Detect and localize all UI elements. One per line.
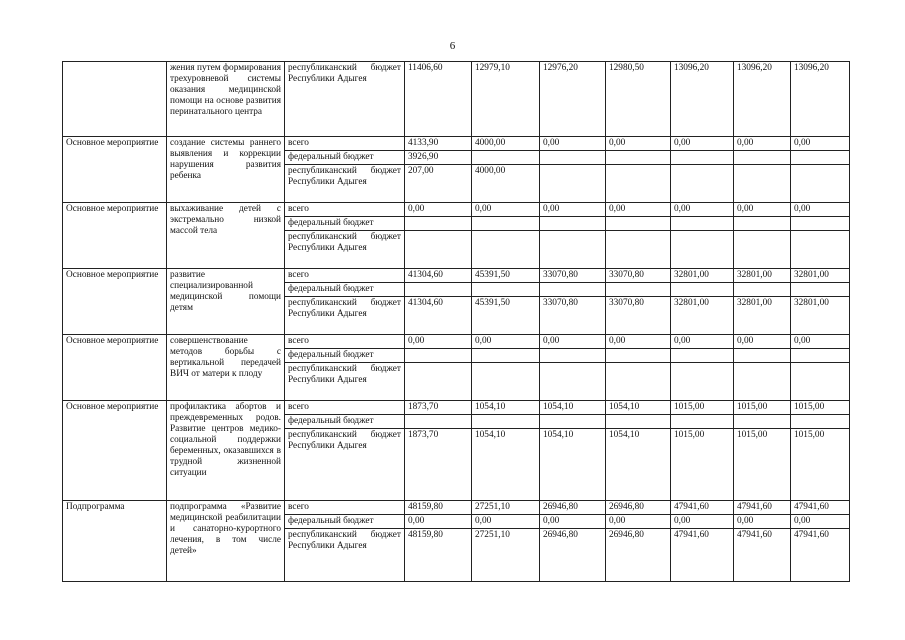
amount-cell: 4000,00: [472, 137, 540, 151]
table-row: [63, 62, 850, 137]
amount-cell: 32801,00: [734, 297, 791, 335]
amount-cell: 0,00: [606, 335, 671, 349]
amount-cell: 45391,50: [472, 269, 540, 283]
amount-cell: 0,00: [472, 203, 540, 217]
amount-cell: 0,00: [405, 515, 472, 529]
amount-cell: [671, 415, 734, 429]
amount-cell: [606, 363, 671, 401]
amount-cell: [472, 231, 540, 269]
amount-cell: 48159,80: [405, 529, 472, 582]
amount-cell: [734, 415, 791, 429]
amount-cell: [734, 231, 791, 269]
amount-cell: [606, 217, 671, 231]
amount-cell: [791, 283, 850, 297]
amount-cell: 45391,50: [472, 297, 540, 335]
amount-cell: 47941,60: [791, 529, 850, 582]
amount-cell: 26946,80: [540, 529, 606, 582]
amount-cell: 47941,60: [734, 501, 791, 515]
amount-cell: 33070,80: [606, 297, 671, 335]
amount-cell: 0,00: [791, 137, 850, 151]
amount-cell: 12976,20: [540, 62, 606, 137]
amount-cell: 1015,00: [671, 401, 734, 415]
activity-description-cell: совершенствование методов борьбы с вертикальной передачей ВИЧ от матери к плоду: [167, 335, 285, 401]
amount-cell: 47941,60: [671, 529, 734, 582]
table-row: [63, 335, 850, 349]
amount-cell: 0,00: [671, 335, 734, 349]
funding-source-cell: всего: [285, 137, 405, 151]
amount-cell: 1873,70: [405, 401, 472, 415]
funding-source-cell: республиканский бюджет Республики Адыгея: [285, 297, 405, 335]
amount-cell: 0,00: [734, 137, 791, 151]
amount-cell: [671, 283, 734, 297]
amount-cell: 1015,00: [791, 429, 850, 501]
amount-cell: [472, 363, 540, 401]
amount-cell: 0,00: [405, 335, 472, 349]
funding-source-cell: республиканский бюджет Республики Адыгея: [285, 429, 405, 501]
amount-cell: 33070,80: [540, 269, 606, 283]
amount-cell: [671, 231, 734, 269]
amount-cell: 0,00: [791, 515, 850, 529]
amount-cell: 26946,80: [606, 529, 671, 582]
activity-type-cell: Подпрограмма: [63, 501, 167, 582]
funding-source-cell: всего: [285, 269, 405, 283]
amount-cell: [671, 217, 734, 231]
amount-cell: [734, 283, 791, 297]
amount-cell: 1054,10: [472, 429, 540, 501]
amount-cell: [606, 283, 671, 297]
table-row: [63, 269, 850, 283]
amount-cell: 0,00: [540, 203, 606, 217]
amount-cell: [791, 363, 850, 401]
funding-source-cell: всего: [285, 335, 405, 349]
funding-source-cell: республиканский бюджет Республики Адыгея: [285, 529, 405, 582]
funding-source-cell: федеральный бюджет: [285, 515, 405, 529]
funding-source-cell: федеральный бюджет: [285, 415, 405, 429]
budget-table: [62, 61, 850, 582]
amount-cell: 41304,60: [405, 269, 472, 283]
amount-cell: [540, 415, 606, 429]
amount-cell: 207,00: [405, 165, 472, 203]
amount-cell: 41304,60: [405, 297, 472, 335]
activity-type-cell: [63, 62, 167, 137]
amount-cell: [540, 283, 606, 297]
amount-cell: [472, 415, 540, 429]
amount-cell: 1054,10: [606, 401, 671, 415]
amount-cell: 0,00: [734, 515, 791, 529]
amount-cell: 1015,00: [734, 401, 791, 415]
amount-cell: [606, 165, 671, 203]
amount-cell: 0,00: [606, 137, 671, 151]
amount-cell: [734, 217, 791, 231]
amount-cell: [405, 415, 472, 429]
amount-cell: [791, 349, 850, 363]
amount-cell: [791, 217, 850, 231]
amount-cell: 32801,00: [734, 269, 791, 283]
amount-cell: 0,00: [671, 137, 734, 151]
amount-cell: 0,00: [540, 335, 606, 349]
activity-type-cell: Основное мероприятие: [63, 203, 167, 269]
amount-cell: 0,00: [540, 515, 606, 529]
amount-cell: 32801,00: [671, 297, 734, 335]
table-row: [63, 401, 850, 415]
amount-cell: [734, 349, 791, 363]
funding-source-cell: всего: [285, 401, 405, 415]
amount-cell: 0,00: [734, 335, 791, 349]
amount-cell: [734, 165, 791, 203]
amount-cell: 4000,00: [472, 165, 540, 203]
amount-cell: 32801,00: [671, 269, 734, 283]
funding-source-cell: республиканский бюджет Республики Адыгея: [285, 231, 405, 269]
funding-source-cell: республиканский бюджет Республики Адыгея: [285, 165, 405, 203]
amount-cell: 12980,50: [606, 62, 671, 137]
amount-cell: [472, 283, 540, 297]
activity-description-cell: развитие специализированной медицинской помощи детям: [167, 269, 285, 335]
amount-cell: 1054,10: [540, 401, 606, 415]
page-number: 6: [449, 40, 456, 52]
amount-cell: [540, 231, 606, 269]
funding-source-cell: всего: [285, 501, 405, 515]
amount-cell: 1054,10: [472, 401, 540, 415]
amount-cell: 27251,10: [472, 501, 540, 515]
amount-cell: 4133,90: [405, 137, 472, 151]
amount-cell: [606, 415, 671, 429]
amount-cell: [671, 363, 734, 401]
amount-cell: 0,00: [540, 137, 606, 151]
amount-cell: 32801,00: [791, 269, 850, 283]
amount-cell: 13096,20: [734, 62, 791, 137]
funding-source-cell: республиканский бюджет Республики Адыгея: [285, 363, 405, 401]
amount-cell: 0,00: [472, 515, 540, 529]
amount-cell: [540, 165, 606, 203]
amount-cell: 1054,10: [606, 429, 671, 501]
amount-cell: [791, 165, 850, 203]
activity-description-cell: жения путем формирования трехуровневой системы оказания медицинской помощи на основе развития перинатального центра: [167, 62, 285, 137]
activity-description-cell: создание системы раннего выявления и коррекции нарушения развития ребенка: [167, 137, 285, 203]
amount-cell: [405, 231, 472, 269]
amount-cell: 1015,00: [791, 401, 850, 415]
amount-cell: 47941,60: [671, 501, 734, 515]
amount-cell: 26946,80: [540, 501, 606, 515]
amount-cell: 0,00: [405, 203, 472, 217]
amount-cell: 0,00: [671, 203, 734, 217]
activity-type-cell: Основное мероприятие: [63, 137, 167, 203]
activity-description-cell: профилактика абортов и преждевременных родов. Развитие центров медико-социальной поддержки беременных, оказавшихся в трудной жизненной ситуации: [167, 401, 285, 501]
amount-cell: 3926,90: [405, 151, 472, 165]
table-row: [63, 137, 850, 151]
amount-cell: 0,00: [472, 335, 540, 349]
amount-cell: [472, 151, 540, 165]
amount-cell: 12979,10: [472, 62, 540, 137]
funding-source-cell: республиканский бюджет Республики Адыгея: [285, 62, 405, 137]
amount-cell: 11406,60: [405, 62, 472, 137]
amount-cell: [540, 217, 606, 231]
amount-cell: [671, 349, 734, 363]
amount-cell: [405, 283, 472, 297]
amount-cell: 32801,00: [791, 297, 850, 335]
amount-cell: [606, 231, 671, 269]
amount-cell: 27251,10: [472, 529, 540, 582]
amount-cell: 13096,20: [671, 62, 734, 137]
amount-cell: 47941,60: [734, 529, 791, 582]
amount-cell: 13096,20: [791, 62, 850, 137]
amount-cell: [472, 217, 540, 231]
funding-source-cell: федеральный бюджет: [285, 283, 405, 297]
amount-cell: [540, 349, 606, 363]
amount-cell: 47941,60: [791, 501, 850, 515]
amount-cell: 33070,80: [540, 297, 606, 335]
table-row: [63, 203, 850, 217]
amount-cell: 1015,00: [671, 429, 734, 501]
amount-cell: 0,00: [606, 515, 671, 529]
table-row: [63, 501, 850, 515]
amount-cell: 0,00: [671, 515, 734, 529]
amount-cell: 0,00: [606, 203, 671, 217]
funding-source-cell: всего: [285, 203, 405, 217]
amount-cell: 0,00: [734, 203, 791, 217]
amount-cell: [405, 363, 472, 401]
amount-cell: 1015,00: [734, 429, 791, 501]
amount-cell: [606, 151, 671, 165]
amount-cell: [734, 151, 791, 165]
funding-source-cell: федеральный бюджет: [285, 349, 405, 363]
funding-source-cell: федеральный бюджет: [285, 217, 405, 231]
amount-cell: 33070,80: [606, 269, 671, 283]
amount-cell: 1054,10: [540, 429, 606, 501]
amount-cell: [671, 151, 734, 165]
amount-cell: 1873,70: [405, 429, 472, 501]
amount-cell: 0,00: [791, 335, 850, 349]
activity-type-cell: Основное мероприятие: [63, 269, 167, 335]
activity-type-cell: Основное мероприятие: [63, 401, 167, 501]
amount-cell: [671, 165, 734, 203]
amount-cell: [734, 363, 791, 401]
amount-cell: [405, 217, 472, 231]
amount-cell: [540, 151, 606, 165]
amount-cell: [606, 349, 671, 363]
amount-cell: [405, 349, 472, 363]
amount-cell: [540, 363, 606, 401]
amount-cell: [791, 415, 850, 429]
amount-cell: 48159,80: [405, 501, 472, 515]
amount-cell: [791, 231, 850, 269]
amount-cell: 0,00: [791, 203, 850, 217]
activity-description-cell: выхаживание детей с экстремально низкой массой тела: [167, 203, 285, 269]
amount-cell: [472, 349, 540, 363]
amount-cell: 26946,80: [606, 501, 671, 515]
funding-source-cell: федеральный бюджет: [285, 151, 405, 165]
amount-cell: [791, 151, 850, 165]
activity-type-cell: Основное мероприятие: [63, 335, 167, 401]
activity-description-cell: подпрограмма «Развитие медицинской реабилитации и санаторно-курортного лечения, в том числе детей»: [167, 501, 285, 582]
